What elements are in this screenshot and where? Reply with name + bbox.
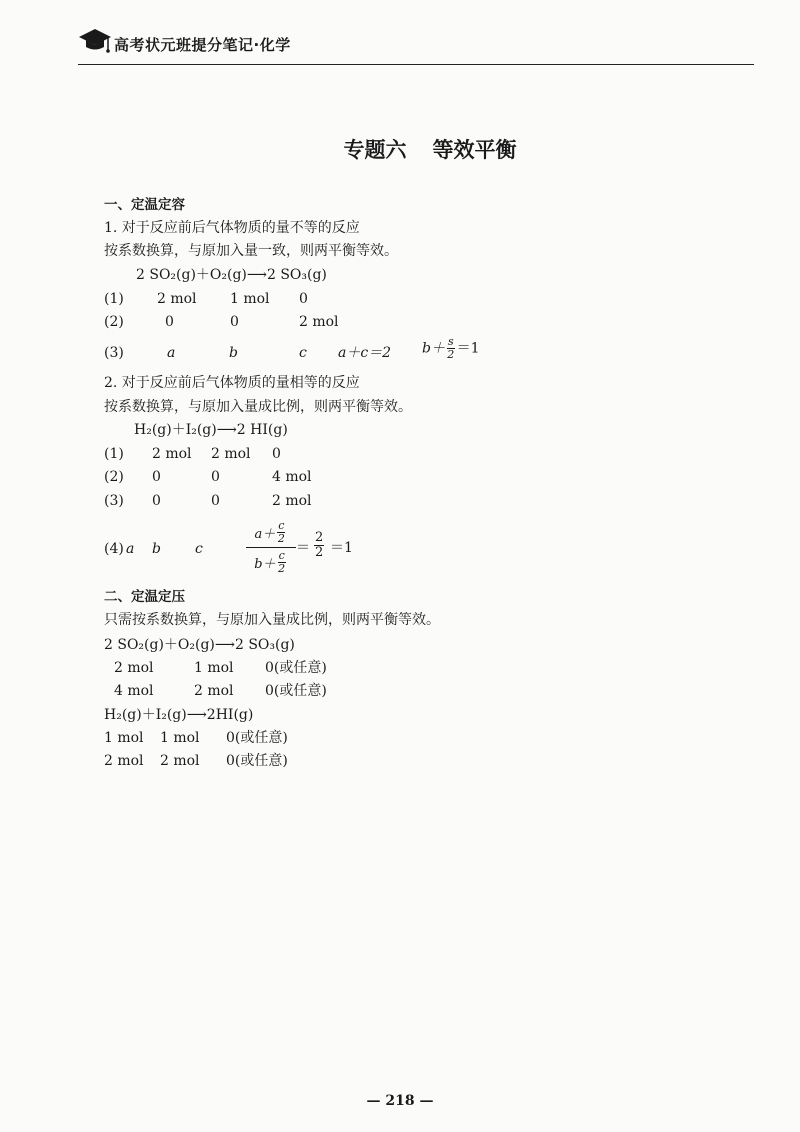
row-value: 0: [165, 314, 174, 330]
row-value: 0: [272, 446, 281, 462]
row-value: b: [152, 541, 161, 557]
row-value: 0: [299, 291, 308, 307]
relation: a＋c＝2: [338, 345, 392, 361]
row-value: 0(或任意): [265, 683, 327, 699]
graduation-cap-icon: [78, 26, 112, 56]
ratio-result: ＝1: [330, 540, 353, 556]
relation-fraction: b＋ $\frac{s}{2}$ ＝1: [422, 335, 480, 361]
rule-text: 只需按系数换算，与原加入量成比例，则两平衡等效。: [104, 612, 440, 628]
section-heading: 一、定温定容: [104, 197, 185, 213]
row-value: 0: [211, 469, 220, 485]
row-label: (2): [104, 314, 124, 330]
row-value: 2 mol: [194, 683, 234, 699]
ratio-fraction: a＋ $\frac{c}{2}$ b＋ $\frac{c}{2}$: [246, 520, 296, 575]
topic-number: 专题六: [343, 138, 407, 162]
row-value: 2 mol: [114, 660, 154, 676]
row-value: 2 mol: [104, 753, 144, 769]
row-value: 1 mol: [160, 730, 200, 746]
row-value: 2 mol: [160, 753, 200, 769]
page-title: [0, 134, 800, 164]
row-label: (1): [104, 291, 124, 307]
row-label: (1): [104, 446, 124, 462]
running-header: [78, 24, 754, 66]
row-value: 1 mol: [104, 730, 144, 746]
row-value: 1 mol: [194, 660, 234, 676]
equation: H₂(g)＋I₂(g)⟶2 HI(g): [134, 422, 288, 438]
row-value: c: [195, 541, 203, 557]
row-value: 2 mol: [152, 446, 192, 462]
row-value: 0: [230, 314, 239, 330]
row-value: 0: [152, 493, 161, 509]
section-heading: 二、定温定压: [104, 589, 185, 605]
row-value: 2 mol: [211, 446, 251, 462]
row-label: (3): [104, 493, 124, 509]
topic-name: 等效平衡: [432, 138, 517, 162]
row-value: 4 mol: [272, 469, 312, 485]
ratio-equals: ＝: [296, 540, 310, 556]
row-value: b: [229, 345, 238, 361]
row-value: 0(或任意): [226, 730, 288, 746]
subsection-title: 2. 对于反应前后气体物质的量相等的反应: [104, 375, 360, 391]
ratio-middle: $\frac{2}{2}$: [315, 530, 324, 560]
equation: 2 SO₂(g)＋O₂(g)⟶2 SO₃(g): [104, 637, 295, 653]
row-label: (2): [104, 469, 124, 485]
row-value: c: [299, 345, 307, 361]
row-value: 0(或任意): [226, 753, 288, 769]
row-value: a: [126, 541, 135, 557]
row-value: 0(或任意): [265, 660, 327, 676]
row-label: (4): [104, 541, 124, 557]
row-value: 4 mol: [114, 683, 154, 699]
row-value: 0: [152, 469, 161, 485]
row-label: (3): [104, 345, 124, 361]
row-value: 0: [211, 493, 220, 509]
row-value: a: [167, 345, 176, 361]
page-number: — 218 —: [366, 1093, 434, 1109]
subsection-title: 1. 对于反应前后气体物质的量不等的反应: [104, 220, 360, 236]
rule-text: 按系数换算，与原加入量成比例，则两平衡等效。: [104, 399, 412, 415]
row-value: 2 mol: [272, 493, 312, 509]
rule-text: 按系数换算，与原加入量一致，则两平衡等效。: [104, 243, 398, 259]
book-title: 高考状元班提分笔记·化学: [114, 36, 291, 54]
header-rule: [78, 64, 754, 65]
row-value: 2 mol: [157, 291, 197, 307]
row-value: 1 mol: [230, 291, 270, 307]
equation: 2 SO₂(g)＋O₂(g)⟶2 SO₃(g): [136, 267, 327, 283]
equation: H₂(g)＋I₂(g)⟶2HI(g): [104, 707, 254, 723]
row-value: 2 mol: [299, 314, 339, 330]
